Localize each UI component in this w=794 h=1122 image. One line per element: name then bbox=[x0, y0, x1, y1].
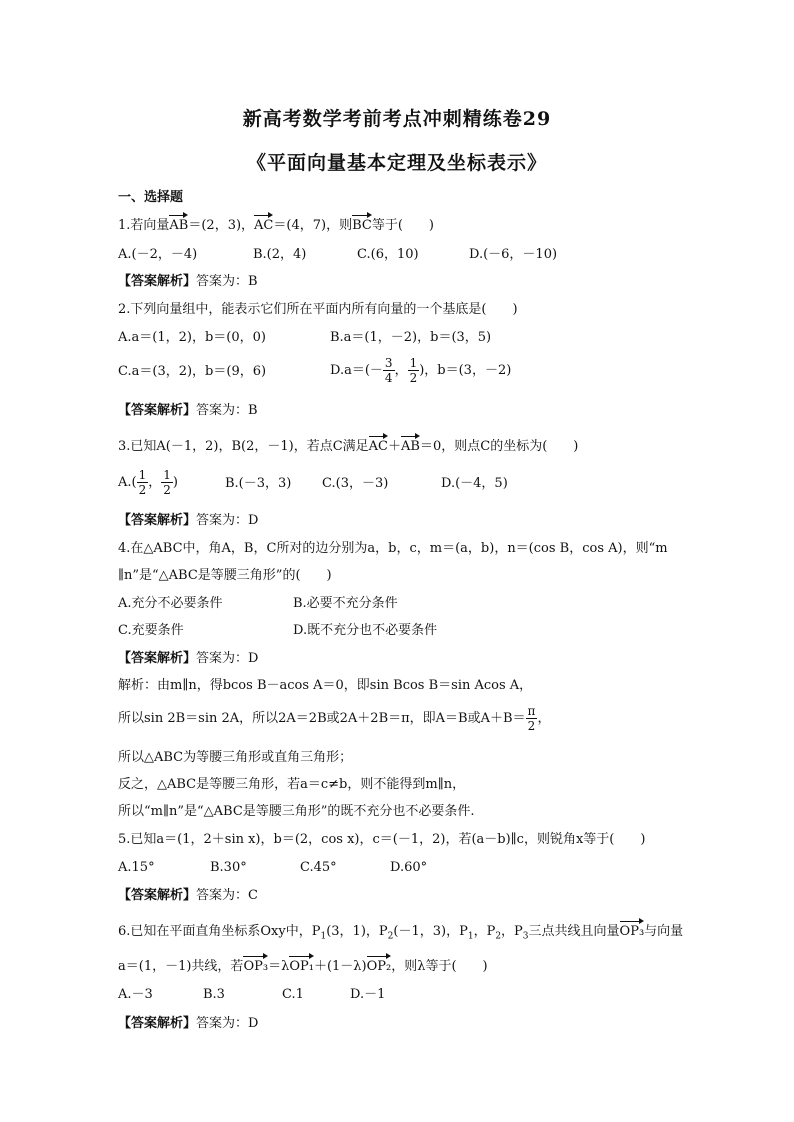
q6-option-b: B.3 bbox=[203, 987, 225, 1002]
vector-ac: AC bbox=[254, 218, 274, 233]
q6-option-d: D.－1 bbox=[350, 987, 386, 1002]
q3-option-a: A.( $\frac{1}{2}$ ， $\frac{1}{2}$ ) bbox=[118, 468, 178, 497]
q4-explanation-3: 所以△ABC为等腰三角形或直角三角形； bbox=[118, 750, 353, 765]
section-heading: 一、选择题 bbox=[118, 190, 184, 205]
vector-op2: OP₂ bbox=[366, 959, 392, 974]
q5-option-a: A.15° bbox=[118, 860, 155, 875]
vector-op3: OP₃ bbox=[619, 924, 645, 939]
q4-option-b: B.必要不充分条件 bbox=[293, 596, 398, 611]
vector-ab: AB bbox=[169, 218, 189, 233]
q6-option-a: A.－3 bbox=[118, 987, 153, 1002]
q1-option-c: C.(6，10) bbox=[357, 247, 419, 262]
fraction: $\frac{1}{2}$ bbox=[409, 356, 418, 385]
q5-option-d: D.60° bbox=[390, 860, 428, 875]
q6-stem-line1: 6.已知在平面直角坐标系Oxy中，$P_1(3$，1)，$P_2(-1$，3)，$P_1$，$P_2$，$P_3$三点共线且向量OP₃与向量 bbox=[118, 924, 684, 942]
doc-title-line1: 新高考数学考前考点冲刺精练卷29 bbox=[242, 108, 552, 130]
q6-stem-line2: a＝(1，－1)共线，若OP₃＝λOP₁＋(1－λ)OP₂，则λ等于( ) bbox=[118, 959, 488, 974]
q4-explanation-1: 解析：由m∥n，得bcos B－acos A＝0，即sin Bcos B＝sin Acos A， bbox=[118, 678, 533, 693]
vector-op3: OP₃ bbox=[243, 959, 269, 974]
q3-answer: 【答案解析】答案为：D bbox=[118, 513, 259, 528]
q5-option-c: C.45° bbox=[300, 860, 337, 875]
q2-option-b: B.a＝(1，－2)，b＝(3，5) bbox=[330, 330, 492, 345]
q4-option-d: D.既不充分也不必要条件 bbox=[293, 623, 438, 638]
q4-explanation-2: 所以sin 2B＝sin 2A，所以2A＝2B或2A＋2B＝π，即A＝B或A＋B＝ $\frac{\pi}{2}$ ， bbox=[118, 704, 551, 733]
fraction: $\frac{1}{2}$ bbox=[138, 468, 147, 497]
q2-stem: 2.下列向量组中，能表示它们所在平面内所有向量的一个基底是( ) bbox=[118, 302, 518, 317]
q5-option-b: B.30° bbox=[210, 860, 247, 875]
doc-title-line2: 《平面向量基本定理及坐标表示》 bbox=[246, 152, 547, 174]
q3-option-c: C.(3，－3) bbox=[322, 476, 389, 491]
vector-bc: BC bbox=[352, 218, 372, 233]
q4-option-c: C.充要条件 bbox=[118, 623, 184, 638]
vector-ac: AC bbox=[368, 439, 389, 454]
q6-answer: 【答案解析】答案为：D bbox=[118, 1016, 259, 1031]
vector-op1: OP₁ bbox=[289, 959, 314, 974]
q3-option-b: B.(－3，3) bbox=[225, 476, 292, 491]
q4-explanation-5: 所以“m∥n”是“△ABC是等腰三角形”的既不充分也不必要条件. bbox=[118, 804, 475, 819]
q3-option-d: D.(－4，5) bbox=[441, 476, 508, 491]
q5-stem: 5.已知a＝(1，2＋sin x)，b＝(2，cos x)，c＝(－1，2)，若(a－b)∥c，则锐角x等于( ) bbox=[118, 832, 646, 847]
q1-option-a: A.(－2，－4) bbox=[118, 247, 198, 262]
q4-stem-line2: ∥n”是“△ABC是等腰三角形”的( ) bbox=[118, 568, 332, 583]
q2-option-c: C.a＝(3，2)，b＝(9，6) bbox=[118, 364, 267, 379]
fraction: $\frac{3}{4}$ bbox=[384, 356, 393, 385]
q4-explanation-4: 反之，△ABC是等腰三角形，若a＝c≠b，则不能得到m∥n， bbox=[118, 777, 466, 792]
q1-stem: 1.若向量AB＝(2，3)，AC＝(4，7)，则BC等于( ) bbox=[118, 218, 434, 233]
q2-option-d: D.a＝(－ $\frac{3}{4}$ ， $\frac{1}{2}$ )，b＝(3，－2) bbox=[330, 356, 512, 385]
q5-answer: 【答案解析】答案为：C bbox=[118, 888, 258, 903]
q2-option-a: A.a＝(1，2)，b＝(0，0) bbox=[118, 330, 266, 345]
fraction: $\frac{1}{2}$ bbox=[163, 468, 171, 497]
q3-stem: 3.已知A(－1，2)，B(2，－1)，若点C满足AC＋AB＝0，则点C的坐标为( ) bbox=[118, 439, 579, 454]
vector-ab: AB bbox=[401, 439, 420, 454]
q4-stem-line1: 4.在△ABC中，角A，B，C所对的边分别为a，b，c，m＝(a，b)，n＝(cos B，cos A)，则“m bbox=[118, 541, 668, 556]
q2-answer: 【答案解析】答案为：B bbox=[118, 403, 258, 418]
q4-answer: 【答案解析】答案为：D bbox=[118, 651, 259, 666]
q1-option-b: B.(2，4) bbox=[253, 247, 307, 262]
q1-option-d: D.(－6，－10) bbox=[469, 247, 558, 262]
q1-answer: 【答案解析】答案为：B bbox=[118, 274, 258, 289]
q4-option-a: A.充分不必要条件 bbox=[118, 596, 223, 611]
q6-option-c: C.1 bbox=[282, 987, 304, 1002]
fraction: $\frac{\pi}{2}$ bbox=[527, 704, 536, 733]
